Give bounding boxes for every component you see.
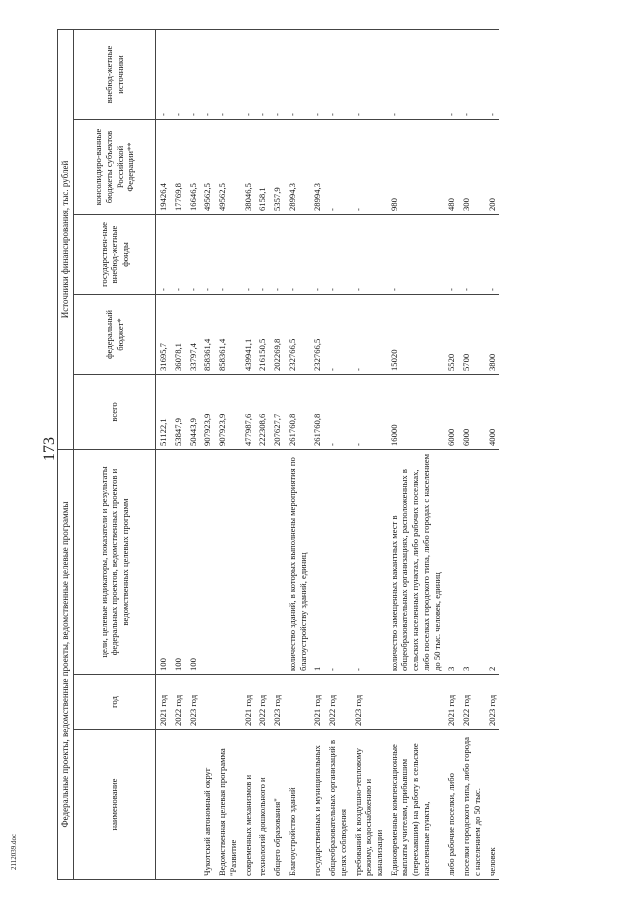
cell-state: - — [241, 214, 256, 294]
cell-goal — [255, 449, 270, 674]
cell-federal: 858361,4 — [200, 294, 215, 374]
cell-goal: 100 — [171, 449, 186, 674]
cell-goal: - — [325, 449, 350, 674]
cell-total: 53847,9 — [171, 374, 186, 449]
cell-total: 907923,9 — [200, 374, 215, 449]
cell-state: - — [200, 214, 215, 294]
cell-name: современных механизмов и — [241, 730, 256, 880]
table-row — [459, 29, 484, 879]
cell-year: 2021 год — [156, 675, 171, 730]
cell-name: Благоустройство зданий — [285, 730, 310, 880]
cell-federal: 5520 — [444, 294, 459, 374]
cell-federal: 33797,4 — [186, 294, 201, 374]
cell-federal: 36078,1 — [171, 294, 186, 374]
cell-state: - — [156, 214, 171, 294]
cell-year: 2023 год — [186, 675, 201, 730]
cell-extra: - — [171, 29, 186, 119]
cell-name: Чукотский автономный округ — [200, 730, 215, 880]
cell-regional: 300 — [459, 119, 484, 214]
cell-extra: - — [255, 29, 270, 119]
cell-name: поселки городского типа, либо города с населением до 50 тыс. — [459, 730, 484, 880]
cell-total: 6000 — [459, 374, 484, 449]
cell-federal: 5700 — [459, 294, 484, 374]
cell-name — [156, 730, 171, 880]
cell-extra: - — [186, 29, 201, 119]
cell-extra: - — [270, 29, 285, 119]
header-total: всего — [74, 374, 156, 449]
cell-extra: - — [285, 29, 310, 119]
cell-federal: 15020 — [387, 294, 445, 374]
cell-regional: 19426,4 — [156, 119, 171, 214]
cell-regional: 28994,3 — [310, 119, 325, 214]
cell-state: - — [255, 214, 270, 294]
cell-federal: 3800 — [485, 294, 500, 374]
cell-extra: - — [444, 29, 459, 119]
cell-goal — [200, 449, 215, 674]
cell-state: - — [171, 214, 186, 294]
cell-year — [387, 675, 445, 730]
table-row — [270, 29, 285, 879]
cell-name — [171, 730, 186, 880]
cell-goal: 2 — [485, 449, 500, 674]
cell-name: Единовременные компенсационные выплаты учителям, прибывшим (переехавшим) на работу в сельские населенные пункты, — [387, 730, 445, 880]
cell-extra: - — [310, 29, 325, 119]
cell-goal — [241, 449, 256, 674]
table-row — [325, 29, 350, 879]
cell-state: - — [387, 214, 445, 294]
cell-regional: 49562,5 — [200, 119, 215, 214]
cell-goal — [215, 449, 240, 674]
cell-goal — [270, 449, 285, 674]
cell-regional: 38046,5 — [241, 119, 256, 214]
table-row — [351, 29, 387, 879]
cell-federal: 439941,1 — [241, 294, 256, 374]
cell-extra: - — [351, 29, 387, 119]
cell-goal: 100 — [156, 449, 171, 674]
table-row — [485, 29, 500, 879]
cell-year: 2023 год — [485, 675, 500, 730]
cell-federal: 232766,5 — [310, 294, 325, 374]
financing-table — [57, 29, 499, 880]
cell-state: - — [444, 214, 459, 294]
cell-name — [186, 730, 201, 880]
header-consolidated: консолидиро-ванные бюджеты субъектов Российской Федерации** — [74, 119, 156, 214]
cell-federal: 216150,5 — [255, 294, 270, 374]
table-body — [156, 29, 500, 879]
cell-extra: - — [241, 29, 256, 119]
cell-total: 207627,7 — [270, 374, 285, 449]
table-row — [255, 29, 270, 879]
cell-total: 16000 — [387, 374, 445, 449]
header-goals: цели, целевые индикаторы, показатели и результаты федеральных проектов, ведомственных проектов и ведомственных целевых программ — [74, 449, 156, 674]
cell-total: 6000 — [444, 374, 459, 449]
table-row — [241, 29, 256, 879]
table-row — [310, 29, 325, 879]
cell-total: 51122,1 — [156, 374, 171, 449]
cell-goal: 100 — [186, 449, 201, 674]
table-row — [156, 29, 171, 879]
cell-goal: количество замещенных вакантных мест в общеобразовательных организациях, расположенных в сельских населенных пунктах, либо рабочих поселках, либо поселках городского типа, либо городах с населением до 50 тыс. человек, единиц — [387, 449, 445, 674]
cell-year: 2023 год — [351, 675, 387, 730]
cell-state: - — [270, 214, 285, 294]
header-extra: внебюд-жетные источники — [74, 29, 156, 119]
cell-year: 2021 год — [241, 675, 256, 730]
top-caption: Федеральные проекты, ведомственные проекты, ведомственные целевые программы — [58, 449, 74, 879]
cell-total: 261760,8 — [310, 374, 325, 449]
cell-total: 222308,6 — [255, 374, 270, 449]
table-row — [285, 29, 310, 879]
cell-extra: - — [485, 29, 500, 119]
cell-name: государственных и муниципальных — [310, 730, 325, 880]
header-name: наименование — [74, 730, 156, 880]
cell-year: 2021 год — [310, 675, 325, 730]
cell-year — [285, 675, 310, 730]
cell-regional: 28994,3 — [285, 119, 310, 214]
page-number: 173 — [41, 437, 58, 461]
cell-year: 2021 год — [444, 675, 459, 730]
cell-regional: 16646,5 — [186, 119, 201, 214]
cell-state: - — [285, 214, 310, 294]
cell-regional: - — [325, 119, 350, 214]
cell-federal: 858361,4 — [215, 294, 240, 374]
cell-state: - — [485, 214, 500, 294]
table-row — [387, 29, 445, 879]
cell-total: 907923,9 — [215, 374, 240, 449]
cell-state: - — [351, 214, 387, 294]
cell-extra: - — [215, 29, 240, 119]
cell-extra: - — [200, 29, 215, 119]
cell-name: либо рабочие поселки, либо — [444, 730, 459, 880]
cell-extra: - — [325, 29, 350, 119]
cell-year — [200, 675, 215, 730]
cell-year: 2022 год — [325, 675, 350, 730]
sources-caption: Источники финансирования, тыс. рублей — [58, 29, 74, 449]
cell-state: - — [325, 214, 350, 294]
cell-extra: - — [387, 29, 445, 119]
table-row — [171, 29, 186, 879]
cell-total: 477987,6 — [241, 374, 256, 449]
cell-name: общего образования" — [270, 730, 285, 880]
cell-total: - — [325, 374, 350, 449]
cell-federal: 232766,5 — [285, 294, 310, 374]
cell-regional: 480 — [444, 119, 459, 214]
header-state-funds: государствен-ные внебюд-жетные фонды — [74, 214, 156, 294]
cell-year: 2023 год — [270, 675, 285, 730]
cell-federal: - — [351, 294, 387, 374]
cell-name: технологий дошкольного и — [255, 730, 270, 880]
cell-state: - — [310, 214, 325, 294]
cell-goal: 3 — [459, 449, 484, 674]
cell-federal: 202269,8 — [270, 294, 285, 374]
header-year: год — [74, 675, 156, 730]
table-row — [200, 29, 215, 879]
cell-regional: 17769,8 — [171, 119, 186, 214]
cell-goal: 3 — [444, 449, 459, 674]
cell-goal: 1 — [310, 449, 325, 674]
header-federal: федеральный бюджет* — [74, 294, 156, 374]
cell-extra: - — [459, 29, 484, 119]
cell-year: 2022 год — [255, 675, 270, 730]
cell-federal: 31695,7 — [156, 294, 171, 374]
rotated-table-sheet — [57, 30, 632, 880]
cell-name: общеобразовательных организаций в целях соблюдения — [325, 730, 350, 880]
cell-year: 2022 год — [459, 675, 484, 730]
table-row — [444, 29, 459, 879]
cell-total: - — [351, 374, 387, 449]
cell-name: человек — [485, 730, 500, 880]
table-row — [186, 29, 201, 879]
cell-regional: 49562,5 — [215, 119, 240, 214]
cell-total: 261760,8 — [285, 374, 310, 449]
document-code: 2112039.doc — [10, 833, 18, 870]
cell-regional: 200 — [485, 119, 500, 214]
cell-goal: количество зданий, в которых выполнены мероприятия по благоустройству зданий, единиц — [285, 449, 310, 674]
table-row — [215, 29, 240, 879]
cell-state: - — [215, 214, 240, 294]
cell-name: требований к воздушно-тепловому режиму, водоснабжению и канализации — [351, 730, 387, 880]
cell-state: - — [459, 214, 484, 294]
cell-federal: - — [325, 294, 350, 374]
cell-total: 50443,9 — [186, 374, 201, 449]
cell-regional: 980 — [387, 119, 445, 214]
cell-regional: - — [351, 119, 387, 214]
cell-extra: - — [156, 29, 171, 119]
cell-regional: 6158,1 — [255, 119, 270, 214]
cell-year — [215, 675, 240, 730]
cell-goal: - — [351, 449, 387, 674]
cell-regional: 5357,9 — [270, 119, 285, 214]
cell-name: Ведомственная целевая программа "Развитие — [215, 730, 240, 880]
cell-state: - — [186, 214, 201, 294]
cell-total: 4000 — [485, 374, 500, 449]
cell-year: 2022 год — [171, 675, 186, 730]
